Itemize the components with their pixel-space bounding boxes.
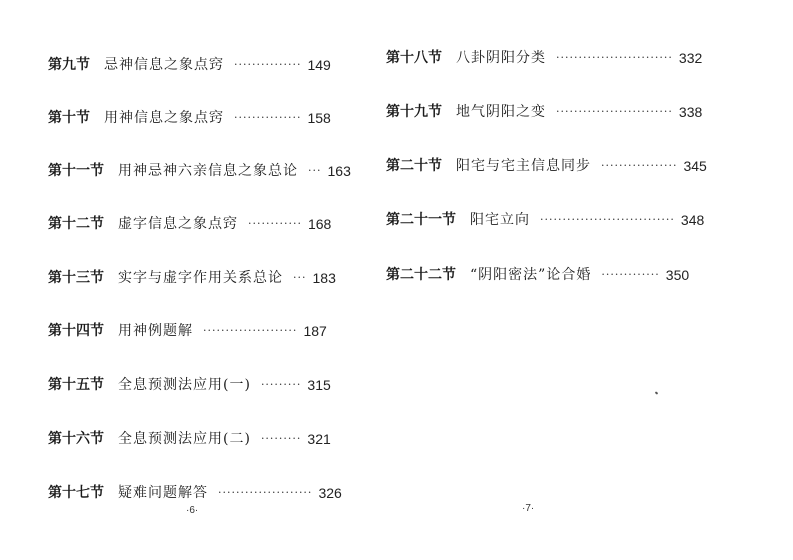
section-number: 第十四节 — [48, 323, 104, 339]
section-title: 疑难问题解答 — [118, 485, 208, 501]
toc-entry[interactable] — [48, 214, 331, 234]
page-folio-left: ·6· — [186, 505, 199, 516]
dot-leader: ······························ — [540, 213, 675, 226]
page-number: 332 — [678, 50, 703, 66]
section-number: 第十节 — [48, 110, 90, 126]
toc-entry[interactable] — [386, 210, 704, 230]
section-number: 第十三节 — [48, 270, 104, 286]
page-number: 345 — [683, 158, 707, 174]
toc-entry[interactable] — [48, 429, 331, 449]
page-number: 158 — [307, 110, 331, 126]
page-number: 348 — [680, 212, 705, 228]
page-number: 183 — [312, 270, 336, 286]
page-number: 315 — [307, 377, 331, 393]
section-title: 阳宅立向 — [470, 212, 530, 228]
section-title: 八卦阴阳分类 — [456, 50, 546, 66]
section-number: 第十七节 — [48, 485, 104, 501]
scan-speck — [655, 391, 659, 394]
section-title: 地气阴阳之变 — [456, 104, 546, 120]
page-number: 163 — [327, 163, 351, 179]
page-number: 168 — [307, 216, 332, 232]
section-title: 阳宅与宅主信息同步 — [456, 158, 591, 174]
toc-entry[interactable] — [48, 375, 331, 395]
toc-entry[interactable] — [386, 48, 702, 68]
dot-leader: ············ — [248, 217, 302, 230]
section-number: 第二十二节 — [386, 267, 456, 283]
section-number: 第十九节 — [386, 104, 442, 120]
page-number: 338 — [678, 104, 703, 120]
toc-entry[interactable] — [48, 108, 331, 128]
toc-entry[interactable] — [48, 321, 327, 341]
toc-entry[interactable] — [386, 265, 689, 285]
dot-leader: ················· — [601, 159, 678, 172]
dot-leader: ··· — [308, 164, 322, 177]
toc-entry[interactable] — [48, 161, 351, 181]
dot-leader: ·························· — [556, 105, 673, 118]
section-title: 用神例题解 — [118, 323, 193, 339]
right-page — [380, 0, 793, 560]
page-number: 187 — [303, 323, 327, 339]
section-title: 用神信息之象点窍 — [104, 110, 224, 126]
section-number: 第九节 — [48, 57, 90, 73]
section-title: 全息预测法应用(一) — [118, 377, 251, 393]
dot-leader: ············· — [601, 268, 660, 281]
section-number: 第十六节 — [48, 431, 104, 447]
section-title: 忌神信息之象点窍 — [104, 57, 224, 73]
section-number: 第十一节 — [48, 163, 104, 179]
left-page — [0, 0, 380, 560]
dot-leader: ········· — [260, 432, 302, 445]
dot-leader: ··············· — [234, 111, 302, 124]
dot-leader: ········· — [260, 378, 302, 391]
section-title: 用神忌神六亲信息之象总论 — [118, 163, 298, 179]
page-number: 350 — [665, 267, 690, 283]
page-folio-right: ·7· — [522, 503, 535, 514]
section-number: 第十五节 — [48, 377, 104, 393]
dot-leader: ····················· — [203, 324, 298, 337]
section-title: 全息预测法应用(二) — [118, 431, 251, 447]
toc-entry[interactable] — [386, 156, 707, 176]
page-number: 321 — [307, 431, 331, 447]
toc-entry[interactable] — [48, 483, 342, 503]
dot-leader: ··· — [293, 271, 307, 284]
section-number: 第十八节 — [386, 50, 442, 66]
toc-entry[interactable] — [48, 55, 331, 75]
section-number: 第二十节 — [386, 158, 442, 174]
toc-entry[interactable] — [386, 102, 702, 122]
dot-leader: ·························· — [556, 51, 673, 64]
toc-entry[interactable] — [48, 268, 336, 288]
dot-leader: ··············· — [234, 58, 302, 71]
page-number: 149 — [307, 57, 331, 73]
section-number: 第二十一节 — [386, 212, 456, 228]
section-number: 第十二节 — [48, 216, 104, 232]
page-number: 326 — [318, 485, 342, 501]
dot-leader: ····················· — [218, 486, 313, 499]
section-title: 实字与虚字作用关系总论 — [118, 270, 283, 286]
section-title: 虚字信息之象点窍 — [118, 216, 238, 232]
section-title: “阴阳密法”论合婚 — [470, 267, 592, 283]
